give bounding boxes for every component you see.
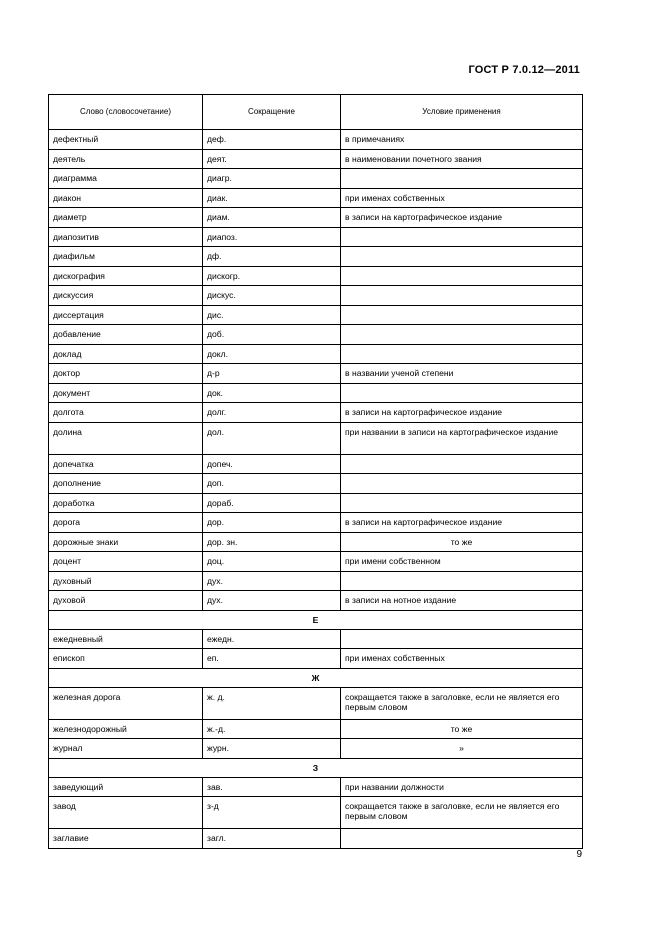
cell-condition: в записи на картографическое издание [341,513,583,533]
cell-condition [341,344,583,364]
table-row [49,532,583,552]
cell-condition [341,383,583,403]
cell-abbreviation: зав. [203,777,341,797]
table-row [49,454,583,474]
cell-word: диакон [49,188,203,208]
cell-word: диаметр [49,208,203,228]
cell-condition: в названии ученой степени [341,364,583,384]
cell-condition: сокращается также в заголовке, если не является его первым словом [341,687,583,719]
section-letter-row [49,758,583,777]
cell-abbreviation: ж.-д. [203,719,341,739]
table-row [49,286,583,306]
cell-word: доцент [49,552,203,572]
table-row [49,687,583,719]
cell-condition: при именах собственных [341,649,583,669]
cell-abbreviation: дис. [203,305,341,325]
cell-abbreviation: ежедн. [203,629,341,649]
cell-condition [341,629,583,649]
cell-abbreviation: дф. [203,247,341,267]
table-row [49,797,583,829]
cell-word: дорожные знаки [49,532,203,552]
table-row [49,829,583,849]
table-row [49,188,583,208]
table-row [49,227,583,247]
cell-abbreviation: журн. [203,739,341,759]
table-header-row [49,95,583,130]
cell-abbreviation: деф. [203,130,341,150]
table-row [49,591,583,611]
cell-word: доработка [49,493,203,513]
table-row [49,169,583,189]
cell-abbreviation: дораб. [203,493,341,513]
cell-abbreviation: д-р [203,364,341,384]
section-letter: Е [49,610,583,629]
table-row [49,719,583,739]
cell-abbreviation: еп. [203,649,341,669]
table-row [49,493,583,513]
table-body [49,130,583,849]
cell-abbreviation: дух. [203,571,341,591]
table-row [49,208,583,228]
cell-word: документ [49,383,203,403]
cell-abbreviation: диам. [203,208,341,228]
cell-abbreviation: доц. [203,552,341,572]
cell-condition: в записи на нотное издание [341,591,583,611]
cell-abbreviation: дух. [203,591,341,611]
table-row [49,474,583,494]
cell-condition [341,325,583,345]
table-row [49,149,583,169]
cell-condition: то же [341,719,583,739]
cell-word: железная дорога [49,687,203,719]
cell-condition [341,266,583,286]
cell-word: диаграмма [49,169,203,189]
cell-word: епископ [49,649,203,669]
table-row [49,325,583,345]
cell-word: доклад [49,344,203,364]
cell-abbreviation: дол. [203,422,341,454]
cell-abbreviation: ж. д. [203,687,341,719]
cell-abbreviation: з-д [203,797,341,829]
section-letter: З [49,758,583,777]
cell-condition: при названии должности [341,777,583,797]
cell-abbreviation: докл. [203,344,341,364]
cell-condition [341,474,583,494]
cell-condition: при имени собственном [341,552,583,572]
cell-word: дополнение [49,474,203,494]
cell-word: долина [49,422,203,454]
section-letter-row [49,668,583,687]
table-row [49,403,583,423]
cell-condition: то же [341,532,583,552]
cell-abbreviation: док. [203,383,341,403]
cell-abbreviation: диагр. [203,169,341,189]
table-row [49,364,583,384]
cell-condition [341,227,583,247]
cell-word: диссертация [49,305,203,325]
cell-abbreviation: дискус. [203,286,341,306]
cell-word: доктор [49,364,203,384]
table-row [49,383,583,403]
cell-word: дорога [49,513,203,533]
cell-condition: при именах собственных [341,188,583,208]
table-row [49,344,583,364]
table-row [49,130,583,150]
cell-word: дискуссия [49,286,203,306]
cell-abbreviation: диак. [203,188,341,208]
cell-word: дискография [49,266,203,286]
column-header-condition: Условие применения [341,95,583,130]
table-row [49,247,583,267]
cell-condition: в записи на картографическое издание [341,403,583,423]
table-row [49,266,583,286]
cell-word: допечатка [49,454,203,474]
cell-condition [341,454,583,474]
section-letter-row [49,610,583,629]
cell-word: ежедневный [49,629,203,649]
cell-condition: сокращается также в заголовке, если не является его первым словом [341,797,583,829]
table-row [49,552,583,572]
page-number: 9 [576,849,582,860]
cell-abbreviation: долг. [203,403,341,423]
cell-word: долгота [49,403,203,423]
cell-word: заглавие [49,829,203,849]
cell-word: добавление [49,325,203,345]
cell-abbreviation: допеч. [203,454,341,474]
document-code: ГОСТ Р 7.0.12—2011 [468,64,580,76]
cell-word: духовный [49,571,203,591]
cell-word: духовой [49,591,203,611]
table-row [49,629,583,649]
cell-abbreviation: доп. [203,474,341,494]
cell-word: завод [49,797,203,829]
table-row [49,513,583,533]
cell-condition: » [341,739,583,759]
cell-abbreviation: деят. [203,149,341,169]
table-row [49,777,583,797]
cell-word: дефектный [49,130,203,150]
table-row [49,649,583,669]
table-row [49,422,583,454]
cell-word: железнодорожный [49,719,203,739]
cell-abbreviation: загл. [203,829,341,849]
cell-condition [341,571,583,591]
table-row [49,739,583,759]
cell-condition [341,169,583,189]
section-letter: Ж [49,668,583,687]
cell-word: деятель [49,149,203,169]
cell-abbreviation: доб. [203,325,341,345]
cell-abbreviation: дор. зн. [203,532,341,552]
cell-condition [341,829,583,849]
cell-word: журнал [49,739,203,759]
cell-condition [341,305,583,325]
cell-word: диапозитив [49,227,203,247]
cell-condition: в примечаниях [341,130,583,150]
table-row [49,305,583,325]
column-header-word: Слово (словосочетание) [49,95,203,130]
cell-condition: при названии в записи на картографическое издание [341,422,583,454]
table-row [49,571,583,591]
cell-abbreviation: дор. [203,513,341,533]
cell-word: заведующий [49,777,203,797]
cell-condition [341,247,583,267]
column-header-abbreviation: Сокращение [203,95,341,130]
cell-condition: в наименовании почетного звания [341,149,583,169]
abbreviations-table [48,94,583,849]
cell-abbreviation: дискогр. [203,266,341,286]
cell-abbreviation: диапоз. [203,227,341,247]
cell-condition [341,286,583,306]
cell-condition: в записи на картографическое издание [341,208,583,228]
cell-condition [341,493,583,513]
cell-word: диафильм [49,247,203,267]
